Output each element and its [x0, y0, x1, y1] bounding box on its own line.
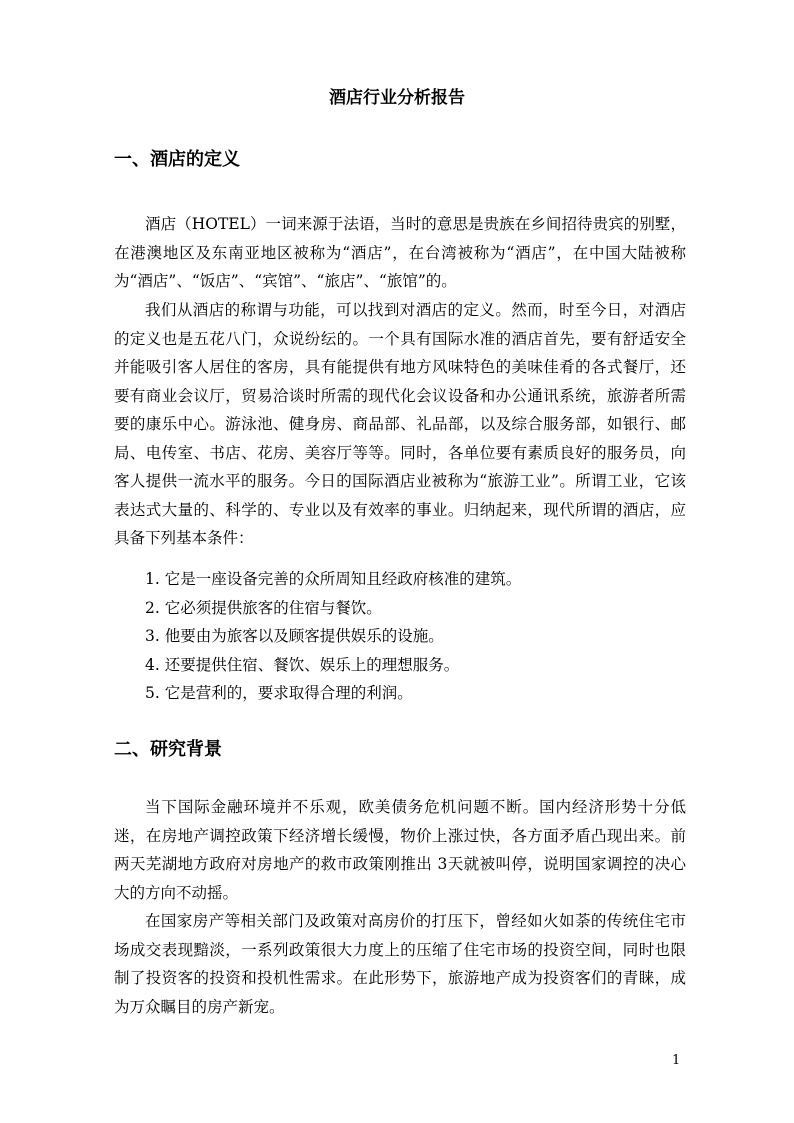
list-item: 5. 它是营利的，要求取得合理的利润。	[145, 684, 413, 702]
definition-paragraph-2: 我们从酒店的称谓与功能，可以找到对酒店的定义。然而，时至今日，对酒店的定义也是五花八门，众说纷纭的。一个具有国际水准的酒店首先，要有舒适安全并能吸引客人居住的客房，具有能提供有地方风味特色的美味佳肴的各式餐厅，还要有商业会议厅，贸易洽谈时所需的现代化会议设备和办公通讯系统，旅游者所需要的康乐中心。游泳池、健身房、商品部、礼品部，以及综合服务部，如银行、邮局、电传室、书店、花房、美容厅等等。同时，各单位要有素质良好的服务员，向客人提供一流水平的服务。今日的国际酒店业被称为“旅游工业”。所谓工业，它该表达式大量的、科学的、专业以及有效率的事业。归纳起来，现代所谓的酒店，应具备下列基本条件：	[114, 301, 686, 547]
background-paragraph-1: 当下国际金融环境并不乐观，欧美债务危机问题不断。国内经济形势十分低迷，在房地产调控政策下经济增长缓慢，物价上涨过快，各方面矛盾凸现出来。前两天芜湖地方政府对房地产的救市政策刚推出 3天就被叫停，说明国家调控的决心大的方向不动摇。	[114, 798, 686, 902]
document-title: 酒店行业分析报告	[329, 88, 465, 108]
list-item: 4. 还要提供住宿、餐饮、娱乐上的理想服务。	[145, 655, 460, 674]
list-item: 3. 他要由为旅客以及顾客提供娱乐的设施。	[145, 627, 444, 645]
list-item: 1. 它是一座设备完善的众所周知且经政府核准的建筑。	[145, 570, 522, 588]
page-number: 1	[672, 1053, 681, 1068]
section-heading-definition: 一、酒店的定义	[114, 149, 240, 170]
conditions-list	[145, 565, 685, 708]
section-heading-background: 二、研究背景	[114, 739, 222, 760]
definition-paragraph-1: 酒店（HOTEL）一词来源于法语，当时的意思是贵族在乡间招待贵宾的别墅，在港澳地区及东南亚地区被称为“酒店”，在台湾被称为“酒店”，在中国大陆被称为“酒店”、“饭店”、“宾馆”、“旅店”、“旅馆”的。	[114, 215, 686, 290]
background-paragraph-2: 在国家房产等相关部门及政策对高房价的打压下，曾经如火如荼的传统住宅市场成交表现黯淡，一系列政策很大力度上的压缩了住宅市场的投资空间，同时也限制了投资客的投资和投机性需求。在此形势下，旅游地产成为投资客们的青睐，成为万众瞩目的房产新宠。	[114, 912, 686, 1016]
list-item: 2. 它必须提供旅客的住宿与餐饮。	[145, 598, 382, 617]
